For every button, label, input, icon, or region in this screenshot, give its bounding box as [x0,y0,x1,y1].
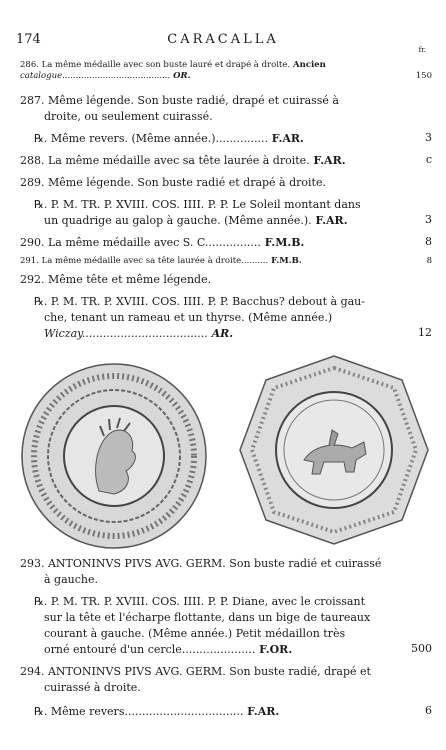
entry-text: ℞. Même revers.................................. [34,705,244,718]
entry-line [20,93,410,108]
entry-line [44,326,410,341]
entry-line [20,175,410,190]
metal-designation: F.AR. [309,154,346,167]
entry-line [20,71,410,82]
price-value: 150 [415,71,432,81]
entry-line [34,197,410,212]
coin-illustrations [14,356,434,556]
entry-line [20,272,410,287]
page-number: 174 [16,32,41,47]
entry-line [20,664,410,679]
entry-text: ℞. P. M. TR. P. XVIII. COS. IIII. P. P. Diane, avec le croissant [34,595,365,608]
entry-text: cuirassé à droite. [44,681,141,694]
entry-line [44,642,410,657]
price-value: 3 [425,213,432,226]
metal-designation: F.AR. [311,214,348,227]
entry-text: 287. Même légende. Son buste radié, drapé et cuirassé à [20,94,339,107]
entry-line [34,131,410,146]
entry-text: catalogue........................................ [20,71,171,81]
metal-designation: F.AR. [267,132,304,145]
price-value: 8 [425,235,432,248]
metal-designation: Ancien [290,60,326,70]
price-value: c [425,153,432,166]
price-value: 12 [418,326,432,339]
column-head: fr. [418,46,426,54]
entry-text: à gauche. [44,573,98,586]
obverse-medallion-illustration [14,356,214,556]
entry-text: che, tenant un rameau et un thyrse. (Même année.) [44,311,333,324]
entry-line [34,294,410,309]
price-value: 6 [425,704,432,717]
metal-designation: F.AR. [243,705,280,718]
entry-line [44,680,410,695]
price-value: 500 [411,642,432,655]
entry-text: droite, ou seulement cuirassé. [44,110,213,123]
entry-line [44,109,410,124]
entry-text: 286. La même médaille avec son buste lauré et drapé à droite. [20,60,291,70]
page-header [16,32,430,54]
entry-line [34,704,410,719]
entry-line [34,594,410,609]
entry-line [44,213,410,228]
metal-designation: AR. [207,327,234,340]
metal-designation: F.M.B. [268,256,302,266]
entry-text: 291. La même médaille avec sa tête laurée à droite.......... [20,256,269,266]
entry-line [44,610,410,625]
price-value: 3 [425,131,432,144]
entry-text: orné entouré d'un cercle..................... [44,643,256,656]
entry-text: 288. La même médaille avec sa tête laurée à droite. [20,154,310,167]
entry-text: 290. La même médaille avec S. C................ [20,236,261,249]
entry-line [44,626,410,641]
metal-designation: OR. [170,71,191,81]
entry-text: sur la tête et l'écharpe flottante, dans un bige de taureaux [44,611,371,624]
entry-line [20,256,410,267]
reverse-medallion-illustration [234,350,434,550]
entry-line [20,235,410,250]
entry-line [20,153,410,168]
metal-designation: F.OR. [255,643,293,656]
entry-text: ℞. Même revers. (Même année.)............... [34,132,268,145]
metal-designation: F.M.B. [260,236,305,249]
entry-text: Wiczay.................................... [44,327,208,340]
entry-line [44,572,410,587]
entry-text: un quadrige au galop à gauche. (Même année.). [44,214,312,227]
entry-text: 289. Même légende. Son buste radié et drapé à droite. [20,176,326,189]
entry-text: 293. ANTONINVS PIVS AVG. GERM. Son buste radié et cuirassé [20,557,382,570]
entry-text: 292. Même tête et même légende. [20,273,212,286]
entry-text: ℞. P. M. TR. P. XVIII. COS. IIII. P. P. Le Soleil montant dans [34,198,361,211]
running-head: CARACALLA [167,32,279,47]
price-value: 8 [426,256,432,266]
entry-text: 294. ANTONINVS PIVS AVG. GERM. Son buste radié, drapé et [20,665,371,678]
entry-text: courant à gauche. (Même année.) Petit médaillon très [44,627,346,640]
entry-line [20,556,410,571]
entry-text: ℞. P. M. TR. P. XVIII. COS. IIII. P. P. Bacchus? debout à gau- [34,295,365,308]
entry-line [44,310,410,325]
entry-line [20,60,410,71]
